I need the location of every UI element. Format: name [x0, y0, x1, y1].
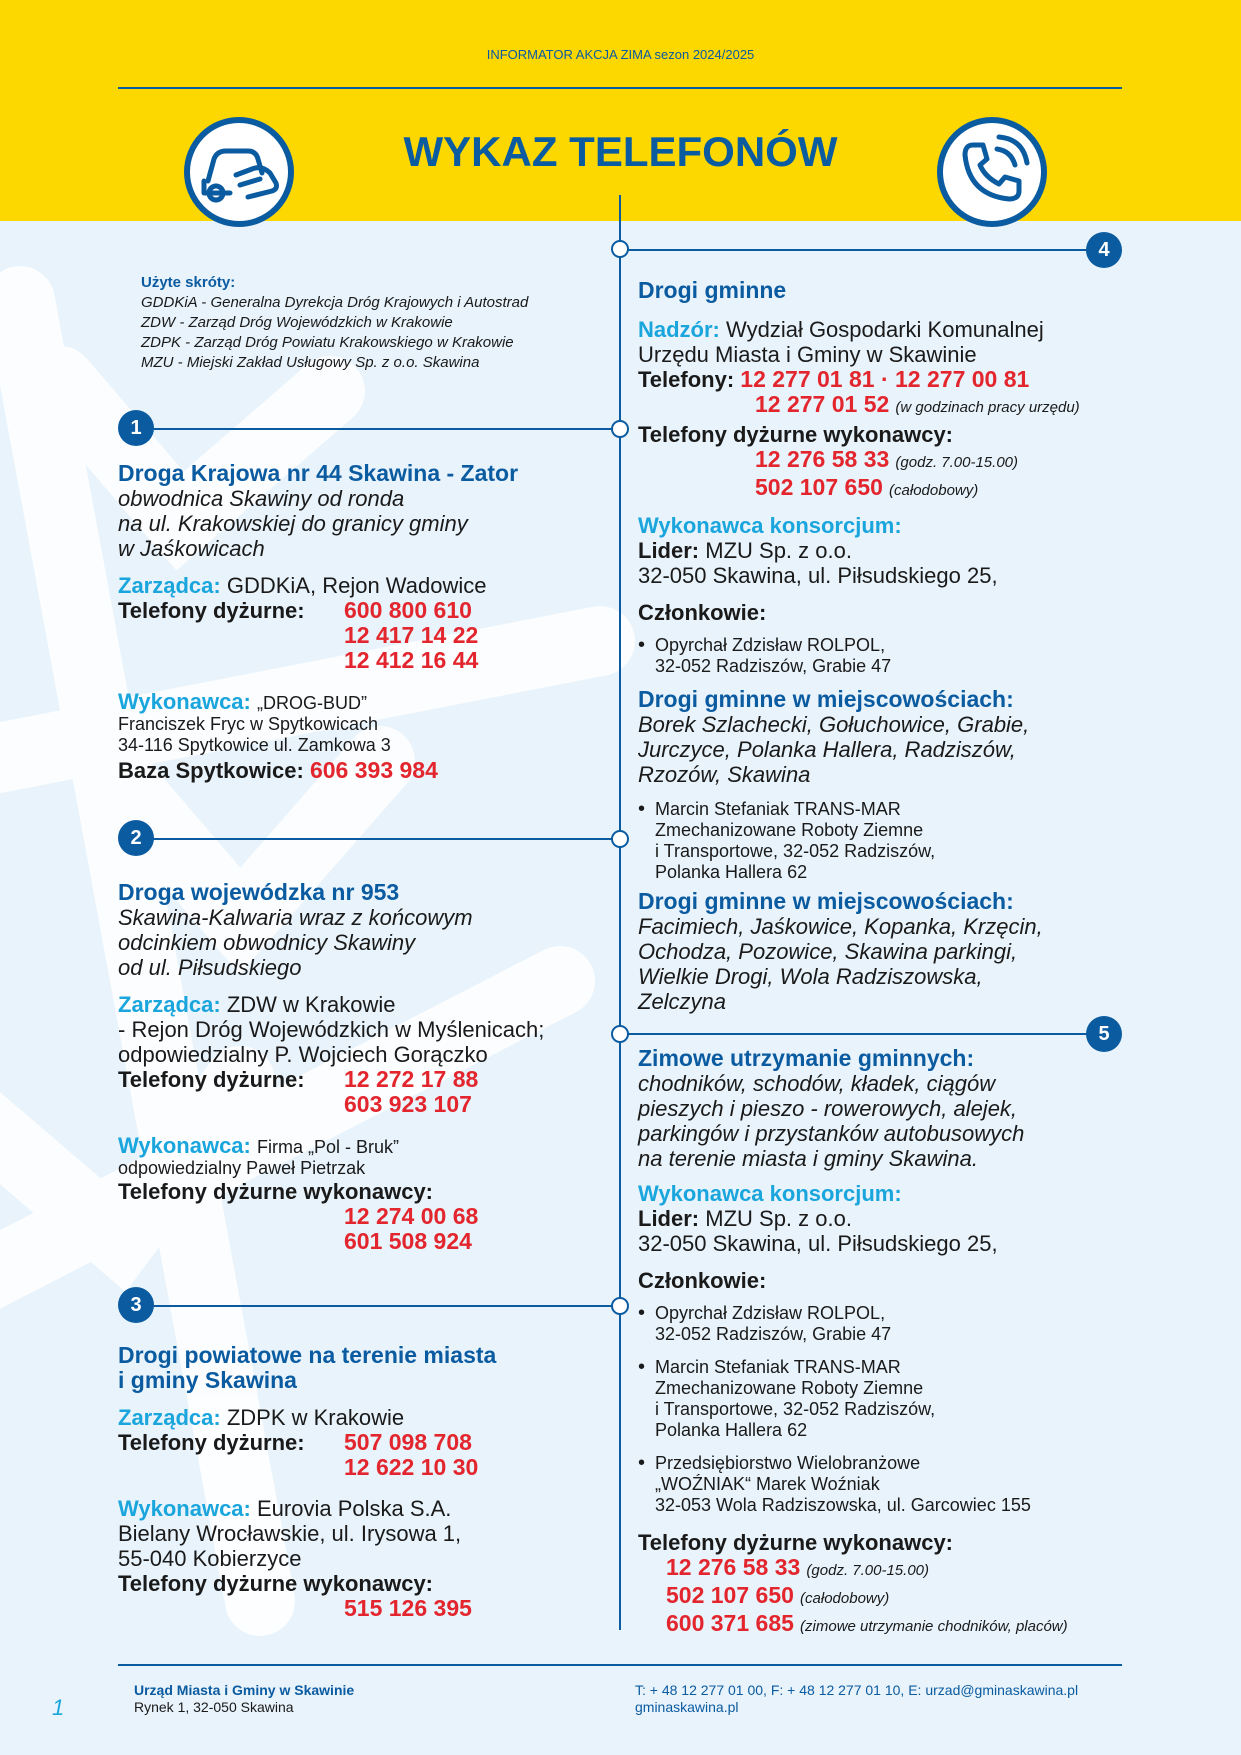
phone-number: 12 412 16 44 [344, 647, 479, 673]
abbreviation-item: ZDW - Zarząd Dróg Wojewódzkich w Krakowie [141, 314, 453, 331]
page-title: WYKAZ TELEFONÓW [403, 128, 838, 175]
phone-note: (w godzinach pracy urzędu) [895, 399, 1080, 416]
places-line: Ochodza, Pozowice, Skawina parkingi, [638, 939, 1018, 964]
base-phone: 606 393 984 [309, 757, 438, 783]
phone-number: 12 274 00 68 [344, 1203, 479, 1229]
leader-value: MZU Sp. z o.o. [705, 538, 852, 563]
base-label: Baza Spytkowice: [118, 758, 304, 783]
contractor-phones-label: Telefony dyżurne wykonawcy: [118, 1571, 434, 1596]
footer-contacts [635, 1682, 1078, 1716]
section-desc-line: w Jaśkowicach [118, 536, 265, 561]
section-title: Drogi gminne [638, 277, 787, 303]
section-desc-line: od ul. Piłsudskiego [118, 955, 302, 980]
member-line: Polanka Hallera 62 [655, 862, 808, 882]
section-title: Droga Krajowa nr 44 Skawina - Zator [118, 460, 519, 486]
phone-number: 603 923 107 [344, 1091, 472, 1117]
supervision-label: Nadzór: [638, 317, 720, 342]
phone-number: 12 272 17 88 [344, 1066, 479, 1092]
phone-number: 507 098 708 [344, 1429, 472, 1455]
phones-label: Telefony dyżurne: [118, 1067, 305, 1092]
phone-note: (całodobowy) [889, 482, 979, 499]
member-line: i Transportowe, 32-052 Radziszów, [655, 841, 936, 861]
section-3-number: 3 [118, 1287, 154, 1323]
supervision-line: Urzędu Miasta i Gminy w Skawinie [638, 342, 977, 367]
section-desc-line: obwodnica Skawiny od ronda [118, 486, 405, 511]
phones-label: Telefony dyżurne: [118, 1430, 305, 1455]
phone-note: (godz. 7.00-15.00) [806, 1562, 929, 1579]
header-divider [118, 87, 1122, 89]
member-item [638, 1453, 1138, 1516]
places-line: Wielkie Drogi, Wola Radziszowska, [638, 964, 983, 989]
leader-label: Lider: [638, 538, 700, 563]
leader-label: Lider: [638, 1206, 700, 1231]
contractor-line: 34-116 Spytkowice ul. Zamkowa 3 [118, 735, 391, 755]
footer-org-name: Urząd Miasta i Gminy w Skawinie [134, 1682, 355, 1698]
phone-number: 12 277 01 81 · 12 277 00 81 [740, 366, 1030, 392]
member-line: Polanka Hallera 62 [655, 1420, 808, 1440]
timeline-dot [611, 830, 629, 848]
footer-contact-line: T: + 48 12 277 01 00, F: + 48 12 277 01 10, E: urzad@gminaskawina.pl [635, 1682, 1079, 1698]
section-title: Droga wojewódzka nr 953 [118, 879, 400, 905]
places-line: Borek Szlachecki, Gołuchowice, Grabie, [638, 712, 1030, 737]
section-title: Zimowe utrzymanie gminnych: [638, 1045, 975, 1071]
phone-number: 12 276 58 33 [666, 1554, 801, 1580]
section-5-line [620, 1033, 1104, 1035]
section-4-number: 4 [1086, 232, 1122, 268]
timeline-dot [611, 1297, 629, 1315]
member-item [638, 635, 1138, 677]
places-line: Jurczyce, Polanka Hallera, Radziszów, [638, 737, 1016, 762]
contractor-line: Franciszek Fryc w Spytkowicach [118, 714, 379, 734]
member-line: i Transportowe, 32-052 Radziszów, [655, 1399, 936, 1419]
member-item [638, 1303, 1138, 1345]
leader-value: MZU Sp. z o.o. [705, 1206, 852, 1231]
timeline-dot [611, 420, 629, 438]
phone-number: 502 107 650 [755, 474, 883, 500]
phone-note: (zimowe utrzymanie chodników, placów) [800, 1618, 1068, 1635]
abbreviations [141, 273, 601, 373]
member-line: • Marcin Stefaniak TRANS-MAR [655, 1357, 901, 1377]
phones-label: Telefony dyżurne: [118, 598, 305, 623]
phone-number: 12 622 10 30 [344, 1454, 479, 1480]
section-3-line [136, 1305, 620, 1307]
timeline-dot [611, 1025, 629, 1043]
phone-number: 600 371 685 [666, 1610, 794, 1636]
section-4-line [620, 249, 1104, 251]
consortium-label: Wykonawca konsorcjum: [638, 513, 902, 538]
member-line: • Marcin Stefaniak TRANS-MAR [655, 799, 901, 819]
phone-note: (godz. 7.00-15.00) [895, 454, 1018, 471]
manager-label: Zarządca: [118, 1405, 221, 1430]
places-line: Zelczyna [638, 989, 727, 1014]
member-line: Zmechanizowane Roboty Ziemne [655, 1378, 924, 1398]
contractor-label: Wykonawca: [118, 1133, 251, 1158]
consortium-label: Wykonawca konsorcjum: [638, 1181, 902, 1206]
section-desc-line: pieszych i pieszo - rowerowych, alejek, [638, 1096, 1018, 1121]
phones-label: Telefony: [638, 367, 735, 392]
page-number: 1 [52, 1695, 65, 1720]
member-line: • Opyrchał Zdzisław ROLPOL, [655, 635, 886, 655]
manager-label: Zarządca: [118, 992, 221, 1017]
contractor-name: Firma „Pol - Bruk” [256, 1137, 399, 1157]
footer-org-address: Rynek 1, 32-050 Skawina [134, 1699, 294, 1715]
phone-number: 601 508 924 [344, 1228, 472, 1254]
phone-number: 12 417 14 22 [344, 622, 479, 648]
manager-label: Zarządca: [118, 573, 221, 598]
places-line: Facimiech, Jaśkowice, Kopanka, Krzęcin, [638, 914, 1043, 939]
phone-call-icon [937, 117, 1047, 227]
manager-value: ZDW w Krakowie [226, 992, 396, 1017]
leader-address: 32-050 Skawina, ul. Piłsudskiego 25, [638, 563, 998, 588]
manager-line: - Rejon Dróg Wojewódzkich w Myślenicach; [118, 1017, 545, 1042]
phone-number: 515 126 395 [344, 1595, 472, 1621]
phone-number: 600 800 610 [344, 597, 472, 623]
members-label: Członkowie: [638, 600, 767, 625]
section-3 [118, 1343, 613, 1621]
abbreviation-item: GDDKiA - Generalna Dyrekcja Dróg Krajowych i Autostrad [141, 294, 529, 311]
footer-website[interactable]: gminaskawina.pl [635, 1699, 739, 1715]
leader-address: 32-050 Skawina, ul. Piłsudskiego 25, [638, 1231, 998, 1256]
abbreviations-title: Użyte skróty: [141, 274, 236, 291]
member-line: 32-053 Wola Radziszowska, ul. Garcowiec 155 [655, 1495, 1031, 1515]
timeline-line [619, 195, 621, 1630]
section-1-line [136, 428, 620, 430]
section-4 [638, 278, 1138, 1014]
section-5-number: 5 [1086, 1016, 1122, 1052]
section-title: i gminy Skawina [118, 1367, 297, 1393]
member-line: 32-052 Radziszów, Grabie 47 [655, 656, 892, 676]
duty-label: Telefony dyżurne wykonawcy: [638, 1530, 954, 1555]
section-desc-line: odcinkiem obwodnicy Skawiny [118, 930, 416, 955]
places-title: Drogi gminne w miejscowościach: [638, 888, 1014, 914]
member-item [638, 1357, 1138, 1441]
phone-number: 12 276 58 33 [755, 446, 890, 472]
timeline-dot [611, 240, 629, 258]
section-desc-line: na terenie miasta i gminy Skawina. [638, 1146, 978, 1171]
contractor-label: Wykonawca: [118, 689, 251, 714]
member-line: „WOŹNIAK“ Marek Woźniak [655, 1474, 880, 1494]
places-line: Rzozów, Skawina [638, 762, 811, 787]
manager-line: odpowiedzialny P. Wojciech Gorączko [118, 1042, 488, 1067]
contractor-phones-label: Telefony dyżurne wykonawcy: [118, 1179, 434, 1204]
places-title: Drogi gminne w miejscowościach: [638, 686, 1014, 712]
section-desc-line: Skawina-Kalwaria wraz z końcowym [118, 905, 473, 930]
contractor-line: 55-040 Kobierzyce [118, 1546, 302, 1571]
member-line: Zmechanizowane Roboty Ziemne [655, 820, 924, 840]
section-title: Drogi powiatowe na terenie miasta [118, 1342, 497, 1368]
section-2-number: 2 [118, 820, 154, 856]
phone-note: (całodobowy) [800, 1590, 890, 1607]
abbreviation-item: MZU - Miejski Zakład Usługowy Sp. z o.o. Skawina [141, 354, 480, 371]
section-5 [638, 1046, 1138, 1639]
member-line: 32-052 Radziszów, Grabie 47 [655, 1324, 892, 1344]
section-desc-line: na ul. Krakowskiej do granicy gminy [118, 511, 468, 536]
section-desc-line: parkingów i przystanków autobusowych [638, 1121, 1025, 1146]
abbreviation-item: ZDPK - Zarząd Dróg Powiatu Krakowskiego w Krakowie [141, 334, 514, 351]
section-2-line [136, 838, 620, 840]
manager-value: ZDPK w Krakowie [226, 1405, 405, 1430]
footer-divider [118, 1664, 1122, 1666]
header-top-label: INFORMATOR AKCJA ZIMA sezon 2024/2025 [486, 47, 755, 62]
section-desc-line: chodników, schodów, kładek, ciągów [638, 1071, 996, 1096]
phone-number: 12 277 01 52 [755, 391, 890, 417]
section-1 [118, 461, 608, 783]
contractor-name: Eurovia Polska S.A. [256, 1496, 452, 1521]
phone-number: 502 107 650 [666, 1582, 794, 1608]
section-1-number: 1 [118, 410, 154, 446]
supervision-value: Wydział Gospodarki Komunalnej [726, 317, 1044, 342]
contractor-label: Wykonawca: [118, 1496, 251, 1521]
members-label: Członkowie: [638, 1268, 767, 1293]
manager-value: GDDKiA, Rejon Wadowice [226, 573, 487, 598]
contractor-name: „DROG-BUD” [256, 693, 367, 713]
footer-org [134, 1682, 354, 1716]
section-2 [118, 880, 613, 1254]
contractor-line: Bielany Wrocławskie, ul. Irysowa 1, [118, 1521, 462, 1546]
duty-label: Telefony dyżurne wykonawcy: [638, 422, 954, 447]
contractor-line: odpowiedzialny Paweł Pietrzak [118, 1158, 366, 1178]
member-item [638, 799, 1138, 883]
car-crash-icon [184, 117, 294, 227]
member-line: • Przedsiębiorstwo Wielobranżowe [655, 1453, 921, 1473]
member-line: • Opyrchał Zdzisław ROLPOL, [655, 1303, 886, 1323]
